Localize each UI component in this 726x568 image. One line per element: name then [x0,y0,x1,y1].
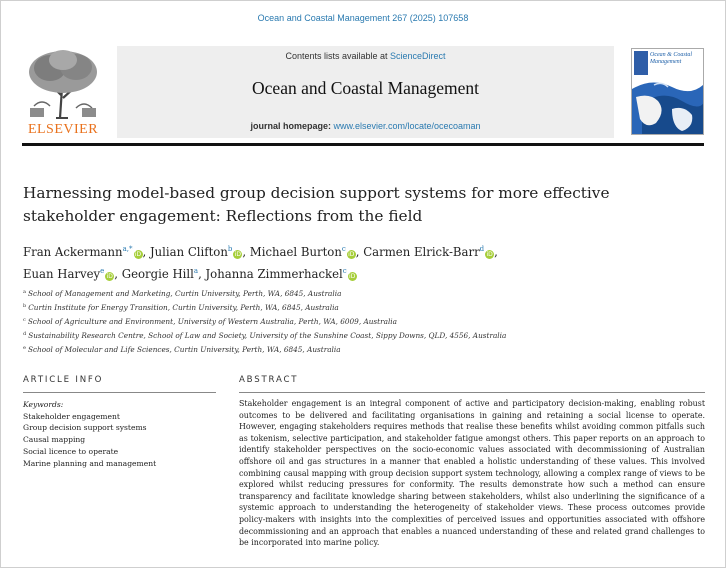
author-affiliation-link[interactable]: b [227,245,233,253]
keyword-item: Social licence to operate [23,446,119,456]
header-divider [22,143,704,146]
keyword-item: Marine planning and management [23,458,157,468]
journal-cover-thumbnail[interactable] [631,48,704,135]
cover-title: Ocean & Coastal Management [650,52,692,65]
affiliation-key: e [23,345,26,352]
journal-citation-link[interactable]: Ocean and Coastal Management 267 (2025) 107658 [257,13,469,23]
author-affiliation-link[interactable]: a [193,267,199,275]
affiliation-item [23,300,703,314]
journal-name: Ocean and Coastal Management [252,78,479,98]
orcid-icon[interactable]: iD [134,251,142,258]
affiliation-text: School of Molecular and Life Sciences, Curtin University, Perth, WA, 6845, Australia [27,345,341,355]
author-name[interactable]: Carmen Elrick-Barr [363,245,480,259]
author-affiliation-link[interactable]: a,* [122,245,133,253]
orcid-icon[interactable]: iD [349,273,356,280]
author-list: Fran Ackermann$^{a,*}$iD, Julian Clifton$^b$iD, Michael Burton$^c$iD, Carmen Elrick-Barr$^d$iD, Euan Harvey$^e$iD, Georgie Hill$^a$, Johanna Zimmerhackel$^c$iD [23,245,498,281]
affiliation-text: Curtin Institute for Energy Transition, Curtin University, Perth, WA, 6845, Australia [28,303,339,313]
affiliation-item [23,314,703,328]
elsevier-wordmark[interactable]: ELSEVIER [27,122,99,137]
keywords-block [23,399,223,469]
keyword-item: Group decision support systems [23,423,147,433]
author-affiliation-link[interactable]: c [342,267,347,275]
affiliation-key: d [23,331,27,338]
author-name[interactable]: Georgie Hill [121,267,194,281]
abstract-heading: ABSTRACT [239,375,299,385]
journal-homepage-link[interactable]: www.elsevier.com/locate/ocecoaman [333,121,481,131]
affiliation-item [23,328,703,342]
affiliation-item [23,286,703,300]
article-info-divider [23,392,216,393]
keyword-item: Stakeholder engagement [23,411,120,421]
affiliation-key: c [23,317,26,324]
abstract-text: Stakeholder engagement is an integral component of active and participatory decision-making, enabling robust outcomes to be delivered and facilitating organisations in gaining and retaining a social license to operate. However, engaging stakeholders requires methods that realise these benefits whilst avoiding common pitfalls such as tokenism, selective participation, and stakeholder fatigue amongst others. This paper reports on an approach to identify stakeholder perspectives on the socio-economic values associated with decommissioning of Australian offshore oil and gas structures in a manner that enabled a holistic understanding of these values. This involved combining causal mapping with group decision support system technology, allowing a complex range of views to be explored whilst reducing pressures for conformity. The results demonstrate how such a method can ensure transparency and facilitate knowledge sharing between stakeholders, whilst also underlining the significance of a systemic approach to understanding the heterogeneity of stakeholder views. These process outcomes provide policy-makers with insights into the complexities of perceived issues and opportunities associated with offshore decommissioning and an approach that enables a nuanced understanding of these and related grand challenges to be incorporated into marine policy. [239,399,705,548]
article-info-heading: ARTICLE INFO [23,375,104,385]
affiliation-item [23,342,703,356]
author-name[interactable]: Fran Ackermann [23,245,123,259]
author-affiliation-link[interactable]: e [100,267,105,275]
affiliation-key: a [23,289,26,295]
author-name[interactable]: Julian Clifton [149,245,228,259]
keywords-label: Keywords: [23,400,64,409]
sciencedirect-link[interactable]: ScienceDirect [390,51,446,61]
author-affiliation-link[interactable]: c [341,245,346,253]
abstract-divider [239,392,705,393]
orcid-icon[interactable]: iD [486,251,493,258]
affiliation-text: School of Management and Marketing, Curtin University, Perth, WA, 6845, Australia [27,289,342,298]
orcid-icon[interactable]: iD [234,251,241,258]
author-affiliation-link[interactable]: d [479,245,485,253]
contents-line [117,51,614,61]
journal-homepage-line [117,121,614,131]
keyword-item: Causal mapping [23,435,86,445]
author-name[interactable]: Euan Harvey [23,267,101,281]
affiliation-list [23,286,703,356]
affiliation-key: b [23,303,27,310]
journal-banner [117,46,614,138]
author-name[interactable]: Michael Burton [249,245,342,259]
orcid-icon[interactable]: iD [348,251,355,258]
contents-prefix: Contents lists available at [285,51,391,61]
homepage-label: journal homepage: [250,121,334,131]
affiliation-text: School of Agriculture and Environment, University of Western Australia, Perth, WA, 6009, Australia [27,317,397,327]
affiliation-text: Sustainability Research Centre, School of Law and Society, University of the Sunshine Coast, Sippy Downs, QLD, 4556, Australia [28,331,507,341]
article-title: Harnessing model-based group decision support systems for more effective stakeholder engagement: Reflections from the field [23,184,610,225]
author-name[interactable]: Johanna Zimmerhackel [205,267,343,281]
orcid-icon[interactable]: iD [106,273,113,280]
